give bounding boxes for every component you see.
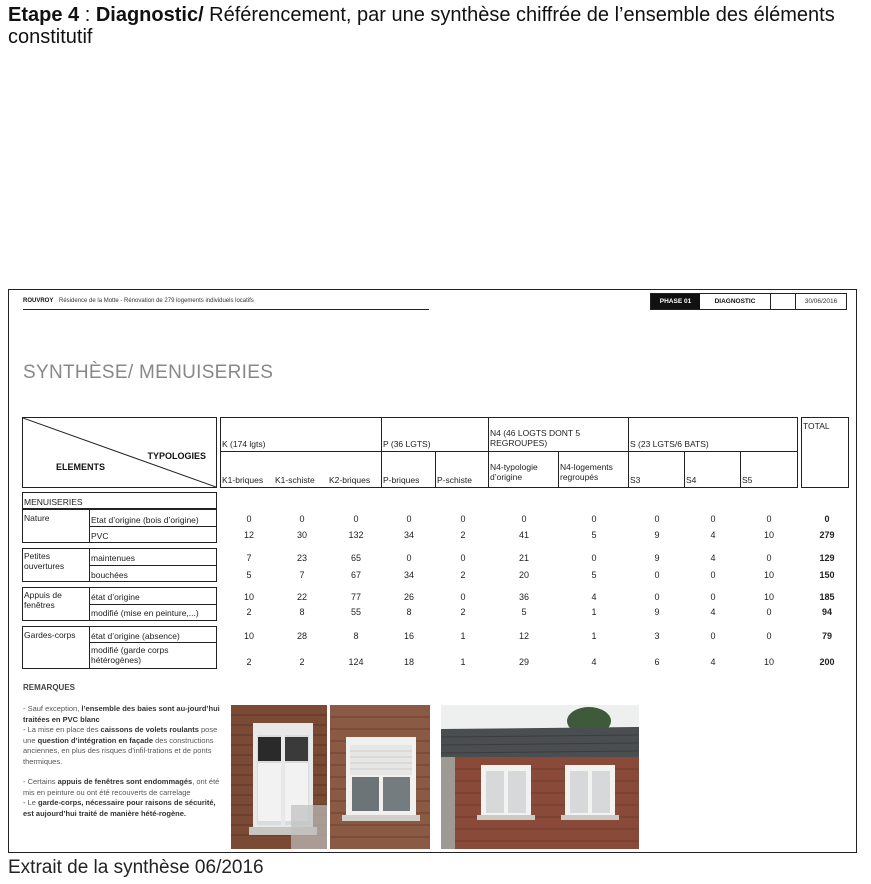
- table-cell: 20: [518, 570, 529, 580]
- table-cell: 8: [299, 607, 305, 617]
- heading-rest: Référencement, par une synthèse chiffrée de l’ensemble des éléments constitutif: [8, 4, 835, 48]
- table-cell: 0: [766, 514, 772, 524]
- category-petites-ouvertures: [22, 548, 217, 582]
- col-s3: S3: [630, 475, 641, 485]
- row-label: maintenues: [91, 553, 135, 563]
- table-cell: 77: [350, 592, 361, 602]
- table-total-cell: 129: [819, 553, 835, 563]
- table-cell: 0: [710, 514, 716, 524]
- row-label: PVC: [91, 531, 109, 541]
- table-cell: 67: [350, 570, 361, 580]
- col-k1-schiste: K1-schiste: [275, 475, 315, 485]
- row-label: modifié (mise en peinture,...): [91, 608, 199, 618]
- table-cell: 9: [654, 530, 660, 540]
- page-heading: [8, 4, 858, 48]
- table-cell: 30: [296, 530, 307, 540]
- table-cell: 5: [591, 530, 597, 540]
- typology-header: [220, 417, 798, 488]
- total-header: [801, 417, 849, 488]
- table-cell: 2: [299, 657, 305, 667]
- table-cell: 26: [403, 592, 414, 602]
- table-cell: 0: [406, 553, 412, 563]
- group-n4: N4 (46 LOGTS DONT 5 REGROUPES): [490, 428, 581, 448]
- table-cell: 10: [763, 530, 774, 540]
- figure-caption: Extrait de la synthèse 06/2016: [8, 857, 264, 878]
- table-cell: 132: [348, 530, 364, 540]
- table-cell: 36: [518, 592, 529, 602]
- table-cell: 0: [460, 553, 466, 563]
- table-cell: 0: [406, 514, 412, 524]
- table-cell: 0: [654, 514, 660, 524]
- table-cell: 5: [591, 570, 597, 580]
- table-total-cell: 200: [819, 657, 835, 667]
- table-cell: 124: [348, 657, 364, 667]
- table-cell: 7: [299, 570, 305, 580]
- table-cell: 4: [710, 530, 716, 540]
- table-cell: 0: [654, 570, 660, 580]
- category-appuis: [22, 587, 217, 621]
- row-label: modifié (garde corps hétérogènes): [91, 645, 169, 665]
- table-cell: 1: [591, 607, 597, 617]
- table-cell: 4: [591, 592, 597, 602]
- col-p-briques: P-briques: [383, 475, 420, 485]
- table-cell: 41: [518, 530, 529, 540]
- table-cell: 0: [710, 631, 716, 641]
- table-cell: 2: [460, 607, 466, 617]
- table-cell: 22: [296, 592, 307, 602]
- table-total-cell: 279: [819, 530, 835, 540]
- doc-subtitle: Résidence de la Motte - Rénovation de 279 logements individuels locatifs: [59, 298, 254, 304]
- table-cell: 4: [710, 657, 716, 667]
- table-cell: 18: [403, 657, 414, 667]
- table-total-cell: 150: [819, 570, 835, 580]
- table-cell: 4: [710, 607, 716, 617]
- section-title: SYNTHÈSE/ MENUISERIES: [23, 362, 274, 383]
- row-label: Etat d’origine (bois d’origine): [91, 515, 199, 525]
- table-cell: 0: [246, 514, 252, 524]
- table-cell: 10: [763, 592, 774, 602]
- table-cell: 0: [766, 553, 772, 563]
- table-cell: 9: [654, 607, 660, 617]
- section-menuiseries: MENUISERIES: [22, 492, 217, 509]
- table-cell: 4: [710, 553, 716, 563]
- remarks-text: - Sauf exception, l’ensemble des baies sont au-jourd’hui traitées en PVC blanc - La mise en place des caissons de volets roulants pose une question d’intégration en façade des constructions anciennes, en plus des risques d’infil-trations et de ponts thermiques. - Certains appuis de fenêtres sont endommagés, ont été mis en peinture ou ont été recouverts de carrelage - Le garde-corps, nécessaire pour raisons de sécurité, est aujourd’hui traité de manière hété-rogène.: [23, 704, 220, 818]
- photo-house-facade: [441, 705, 639, 849]
- doc-date: 30/06/2016: [804, 298, 838, 305]
- table-cell: 12: [518, 631, 529, 641]
- col-k1-briques: K1-briques: [222, 475, 264, 485]
- table-cell: 28: [296, 631, 307, 641]
- table-cell: 0: [766, 631, 772, 641]
- table-cell: 55: [350, 607, 361, 617]
- table-cell: 0: [521, 514, 527, 524]
- table-cell: 10: [763, 657, 774, 667]
- table-cell: 16: [403, 631, 414, 641]
- table-cell: 23: [296, 553, 307, 563]
- table-cell: 65: [350, 553, 361, 563]
- table-cell: 0: [460, 592, 466, 602]
- table-cell: 5: [521, 607, 527, 617]
- photo-window-shutter: [330, 705, 430, 849]
- table-cell: 0: [299, 514, 305, 524]
- table-cell: 34: [403, 530, 414, 540]
- doc-brand: ROUVROY: [23, 298, 54, 304]
- table-cell: 21: [518, 553, 529, 563]
- table-cell: 10: [243, 631, 254, 641]
- table-cell: 8: [406, 607, 412, 617]
- doc-header-right: [650, 293, 847, 310]
- group-k: K (174 lgts): [222, 439, 266, 449]
- header-blank-cell: [771, 294, 796, 309]
- table-cell: 0: [654, 592, 660, 602]
- table-cell: 0: [460, 514, 466, 524]
- document-sheet: [8, 289, 857, 853]
- heading-etape: Etape 4: [8, 4, 80, 26]
- table-cell: 0: [591, 553, 597, 563]
- col-s4: S4: [686, 475, 697, 485]
- table-cell: 10: [243, 592, 254, 602]
- doc-header-left: [23, 298, 429, 310]
- heading-separator: :: [79, 4, 96, 26]
- row-label: état d’origine: [91, 592, 140, 602]
- heading-diagnostic: Diagnostic/: [95, 4, 204, 26]
- table-total-cell: 79: [821, 631, 832, 641]
- table-cell: 0: [766, 607, 772, 617]
- table-cell: 1: [460, 631, 466, 641]
- group-s: S (23 LGTS/6 BATS): [630, 439, 709, 449]
- table-cell: 2: [246, 607, 252, 617]
- table-cell: 2: [246, 657, 252, 667]
- table-cell: 1: [460, 657, 466, 667]
- category-label: Petites ouvertures: [24, 551, 65, 571]
- category-label: Gardes-corps: [24, 630, 76, 640]
- table-cell: 5: [246, 570, 252, 580]
- col-n4-regroupes: N4-logements regroupés: [560, 462, 613, 482]
- col-k2-briques: K2-briques: [329, 475, 371, 485]
- table-cell: 10: [763, 570, 774, 580]
- col-p-schiste: P-schiste: [437, 475, 472, 485]
- table-total-cell: 0: [824, 514, 830, 524]
- phase-label: PHASE 01: [651, 294, 700, 309]
- table-cell: 0: [710, 570, 716, 580]
- category-gardes-corps: [22, 626, 217, 669]
- row-label: état d’origine (absence): [91, 631, 180, 641]
- category-nature: [22, 509, 217, 543]
- typologies-label: TYPOLOGIES: [147, 451, 206, 461]
- table-total-cell: 185: [819, 592, 835, 602]
- elements-label: ELEMENTS: [56, 462, 106, 472]
- row-label: bouchées: [91, 570, 128, 580]
- table-cell: 29: [518, 657, 529, 667]
- remarks-title: REMARQUES: [23, 683, 76, 692]
- table-cell: 0: [710, 592, 716, 602]
- col-s5: S5: [742, 475, 753, 485]
- table-cell: 3: [654, 631, 660, 641]
- table-cell: 12: [243, 530, 254, 540]
- typology-corner-cell: [22, 417, 217, 488]
- category-label: Nature: [24, 513, 50, 523]
- category-label: Appuis de fenêtres: [24, 590, 62, 610]
- table-cell: 1: [591, 631, 597, 641]
- table-cell: 2: [460, 570, 466, 580]
- total-label: TOTAL: [803, 421, 830, 431]
- group-p: P (36 LGTS): [383, 439, 431, 449]
- table-cell: 2: [460, 530, 466, 540]
- table-cell: 7: [246, 553, 252, 563]
- table-total-cell: 94: [821, 607, 832, 617]
- table-cell: 0: [591, 514, 597, 524]
- table-cell: 9: [654, 553, 660, 563]
- table-cell: 34: [403, 570, 414, 580]
- table-cell: 4: [591, 657, 597, 667]
- photo-window-curtains: [231, 705, 327, 849]
- table-cell: 0: [353, 514, 359, 524]
- col-n4-origine: N4-typologie d’origine: [490, 462, 538, 482]
- table-cell: 6: [654, 657, 660, 667]
- diagnostic-label: DIAGNOSTIC: [700, 294, 771, 309]
- table-cell: 8: [353, 631, 359, 641]
